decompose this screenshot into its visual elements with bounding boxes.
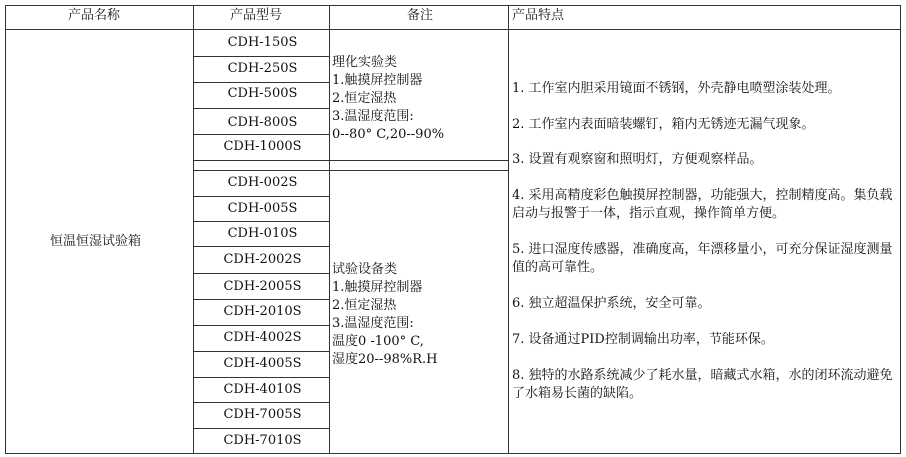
note-line: 3.温湿度范围: (332, 109, 414, 124)
header-product-model: 产品型号 (230, 8, 283, 23)
feature-item: 8. 独特的水路系统减少了耗水量，暗藏式水箱，水的闭环流动避免了水箱易长菌的缺陷。 (512, 368, 893, 401)
model-cell: CDH-010S (227, 226, 298, 241)
note-line: 湿度20--98%R.H (332, 352, 438, 367)
model-row-divider (193, 377, 330, 378)
note-line: 温度0 -100° C, (332, 334, 424, 349)
note-line: 3.温湿度范围: (332, 316, 414, 331)
model-row-divider (193, 351, 330, 352)
note-line: 1.触摸屏控制器 (332, 280, 423, 295)
col-divider-2 (329, 5, 330, 454)
header-features: 产品特点 (512, 8, 565, 23)
group-divider (193, 170, 509, 171)
table-right-border (900, 5, 901, 454)
model-cell: CDH-150S (227, 35, 298, 50)
table-top-border (5, 5, 901, 6)
feature-item: 7. 设备通过PID控制调输出功率，节能环保。 (512, 332, 774, 347)
model-row-divider (193, 221, 330, 222)
model-row-divider (193, 108, 330, 109)
model-row-divider (193, 273, 330, 274)
header-product-name: 产品名称 (68, 8, 121, 23)
col-divider-1 (193, 5, 194, 454)
model-cell: CDH-4005S (223, 356, 302, 371)
note-line: 理化实验类 (332, 55, 398, 70)
model-cell: CDH-2005S (223, 279, 302, 294)
model-cell: CDH-2002S (223, 252, 302, 267)
model-cell: CDH-7005S (223, 407, 302, 422)
model-row-divider (193, 134, 330, 135)
group-divider (193, 160, 509, 161)
note-line: 2.恒定湿热 (332, 91, 397, 106)
feature-item: 5. 进口湿度传感器，准确度高，年漂移量小，可充分保证湿度测量值的高可靠性。 (512, 242, 893, 275)
model-cell: CDH-4010S (223, 382, 302, 397)
feature-item: 1. 工作室内胆采用镜面不锈钢，外壳静电喷塑涂装处理。 (512, 81, 841, 96)
feature-item: 2. 工作室内表面暗装螺钉，箱内无锈迹无漏气现象。 (512, 117, 815, 132)
table-left-border (5, 5, 6, 454)
model-cell: CDH-2010S (223, 304, 302, 319)
header-divider (5, 29, 901, 30)
feature-item: 3. 设置有观察窗和照明灯，方便观察样品。 (512, 152, 763, 167)
feature-item: 4. 采用高精度彩色触摸屏控制器，功能强大，控制精度高。集负载启动与报警于一体，指示直观，操作简单方便。 (512, 188, 893, 221)
model-cell: CDH-500S (227, 86, 298, 101)
model-row-divider (193, 246, 330, 247)
model-cell: CDH-1000S (223, 139, 302, 154)
model-cell: CDH-7010S (223, 433, 302, 448)
model-row-divider (193, 428, 330, 429)
col-divider-3 (508, 5, 509, 454)
model-row-divider (193, 402, 330, 403)
model-cell: CDH-800S (227, 115, 298, 130)
header-note: 备注 (407, 8, 434, 23)
model-cell: CDH-4002S (223, 330, 302, 345)
note-line: 2.恒定湿热 (332, 298, 397, 313)
model-row-divider (193, 325, 330, 326)
model-cell: CDH-002S (227, 175, 298, 190)
note-line: 试验设备类 (332, 262, 398, 277)
note-group1 (332, 54, 444, 144)
model-row-divider (193, 56, 330, 57)
model-row-divider (193, 196, 330, 197)
note-group2 (332, 261, 437, 369)
model-row-divider (193, 299, 330, 300)
table-bottom-border (5, 453, 901, 454)
product-name-cell: 恒温恒湿试验箱 (50, 234, 142, 249)
note-line: 1.触摸屏控制器 (332, 73, 423, 88)
model-row-divider (193, 82, 330, 83)
feature-item: 6. 独立超温保护系统，安全可靠。 (512, 296, 711, 311)
model-cell: CDH-005S (227, 201, 298, 216)
model-cell: CDH-250S (227, 61, 298, 76)
note-line: 0--80° C,20--90% (332, 127, 445, 142)
